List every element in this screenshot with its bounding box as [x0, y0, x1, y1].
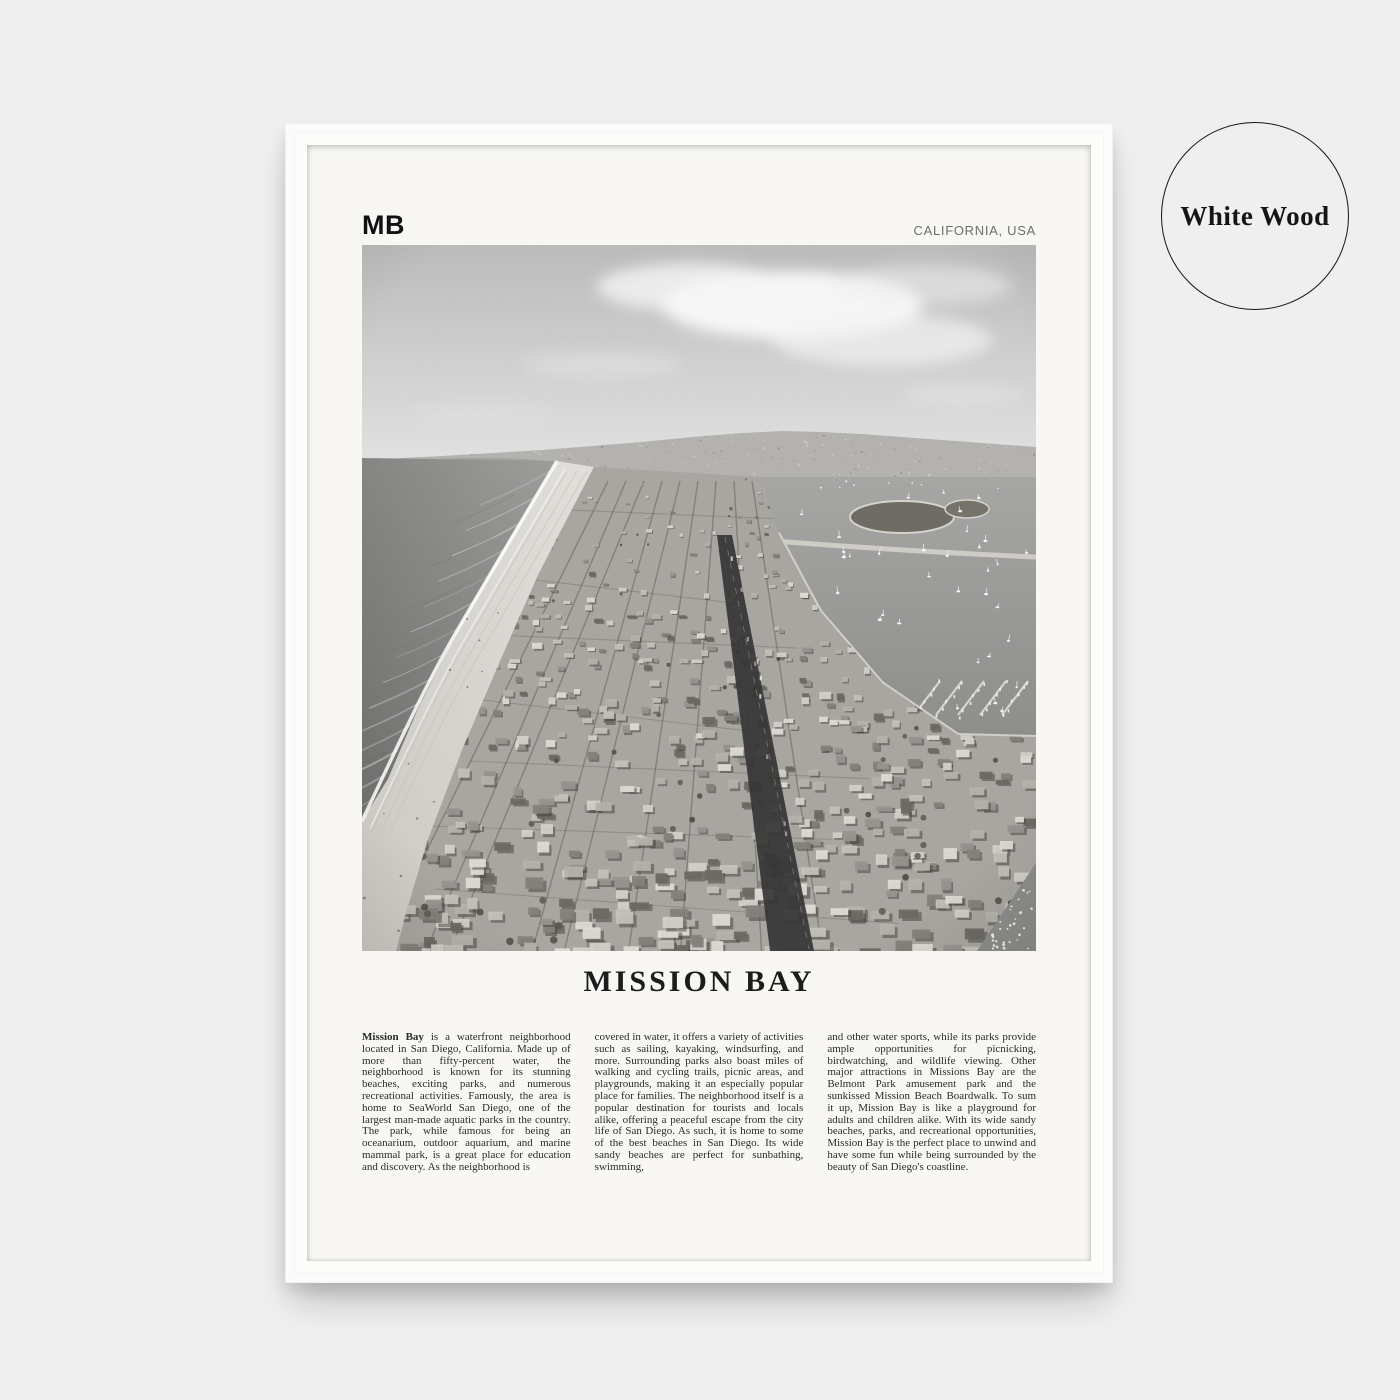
monogram: MB: [362, 210, 405, 240]
film-grain: [362, 245, 1036, 951]
poster-photo: [362, 245, 1036, 951]
body-column-1-text: is a waterfront neighborhood located in San Diego, California. Made up of more than fifty-percent water, the neighborhood is known for its stunning beaches, exciting parks, and numerous recreational activities. Famously, the area is home to SeaWorld San Diego, one of the largest man-made aquatic parks in the country. The park, while famous for being an oceanarium, outdoor aquarium, and marine mammal park, is a great place for education and discovery. As the neighborhood is: [362, 1031, 571, 1173]
body-columns: [362, 1021, 1036, 1185]
body-column-2: covered in water, it offers a variety of activities such as sailing, kayaking, windsurfing, and more. Surrounding parks also boast miles of walking and cycling trails, picnic areas, and playgrounds, making it an especially popular place for families. The neighborhood itself is a popular destination for tourists and locals alike, offering a peaceful escape from the city life of San Diego. As such, it is home to some of the best beaches in San Diego. Its wide sandy beaches are perfect for sunbathing, swimming,: [594, 1031, 804, 1173]
body-column-1: [362, 1032, 571, 1174]
poster-title: MISSION BAY: [583, 965, 815, 998]
poster-frame: [285, 123, 1113, 1283]
finish-badge-label: White Wood: [1180, 200, 1330, 231]
body-lead: Mission Bay: [362, 1031, 424, 1043]
location-label: CALIFORNIA, USA: [913, 223, 1036, 239]
poster-header: [362, 145, 1036, 245]
body-column-3: and other water sports, while its parks provide ample opportunities for picnicking, birdwatching, and wildlife viewing. Other major attractions in Missions Bay are the Belmont Park amusement park and the sunkissed Mission Beach Boardwalk. To sum it up, Mission Bay is like a playground for adults and children alike. With its wide sandy beaches, parks, and recreational opportunities, Mission Bay is the perfect place to unwind and have some fun while being surrounded by the beauty of San Diego's coastline.: [827, 1031, 1037, 1173]
poster-paper: [307, 145, 1091, 1261]
aerial-photo-illustration: [362, 245, 1036, 951]
finish-badge: [1161, 122, 1349, 310]
